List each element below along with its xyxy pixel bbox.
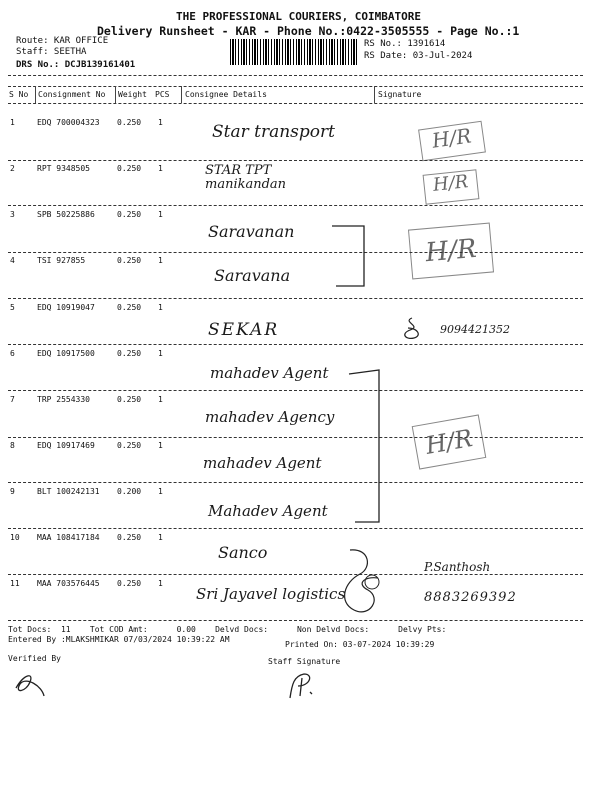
row-weight: 0.250 <box>117 210 142 219</box>
row-divider <box>8 344 583 345</box>
row-consignee-handwritten: mahadev Agent <box>203 454 322 472</box>
row-pcs: 1 <box>158 303 163 312</box>
row-consignment: RPT 9348505 <box>37 164 90 173</box>
row-weight: 0.250 <box>117 441 142 450</box>
row-signature-stamp: H/R <box>408 223 494 280</box>
row-weight: 0.250 <box>117 579 142 588</box>
row-sno: 10 <box>10 533 20 542</box>
row-pcs: 1 <box>158 441 163 450</box>
drs-number: DRS No.: DCJB139161401 <box>16 60 136 70</box>
row-divider <box>8 482 583 483</box>
row-sno: 7 <box>10 395 15 404</box>
row-pcs: 1 <box>158 579 163 588</box>
row-consignment: TSI 927855 <box>37 256 86 265</box>
company-name: THE PROFESSIONAL COURIERS, COIMBATORE <box>176 10 422 23</box>
col-header-pcs: PCS <box>155 90 170 99</box>
staff-label: Staff: SEETHA <box>16 47 87 57</box>
row-sno: 2 <box>10 164 15 173</box>
row-pcs: 1 <box>158 164 163 173</box>
row-pcs: 1 <box>158 210 163 219</box>
printed-on: Printed On: 03-07-2024 10:39:29 <box>285 640 435 649</box>
row-signature-stamp: H/R <box>423 169 480 204</box>
row-consignee-handwritten: mahadev Agency <box>205 408 335 426</box>
signature-scribble <box>398 316 426 342</box>
row-pcs: 1 <box>158 395 163 404</box>
row-weight: 0.250 <box>117 395 142 404</box>
entered-by: Entered By :MLAKSHMIKAR 07/03/2024 10:39:22 AM <box>8 635 230 644</box>
col-header-weight: Weight <box>118 90 147 99</box>
row-weight: 0.250 <box>117 118 142 127</box>
row-signature-handwritten: P.Santhosh <box>424 560 491 574</box>
row-divider <box>8 620 583 621</box>
row-consignee-handwritten: Sri Jayavel logistics <box>196 585 346 603</box>
route-label: Route: KAR OFFICE <box>16 36 109 46</box>
row-sno: 5 <box>10 303 15 312</box>
row-pcs: 1 <box>158 256 163 265</box>
row-sno: 1 <box>10 118 15 127</box>
row-consignee-handwritten: Sanco <box>218 543 268 562</box>
row-consignee-handwritten: STAR TPT manikandan <box>205 163 287 192</box>
row-sno: 11 <box>10 579 20 588</box>
row-divider <box>8 574 583 575</box>
col-header-sno: S No <box>9 90 29 99</box>
row-consignee-handwritten: Saravana <box>214 266 291 285</box>
row-consignee-handwritten: Star transport <box>212 122 335 142</box>
row-divider <box>8 205 583 206</box>
row-consignment: TRP 2554330 <box>37 395 90 404</box>
rs-number: RS No.: 1391614 <box>364 39 446 49</box>
column-divider <box>35 86 36 103</box>
rs-date: RS Date: 03-Jul-2024 <box>364 51 473 61</box>
row-divider <box>8 437 583 438</box>
row-pcs: 1 <box>158 118 163 127</box>
row-divider <box>8 390 583 391</box>
sheet-title: Delivery Runsheet - KAR - Phone No.:0422-3505555 - Page No.:1 <box>97 24 520 38</box>
row-weight: 0.250 <box>117 349 142 358</box>
col-header-consignment: Consignment No <box>38 90 106 99</box>
col-header-signature: Signature <box>378 90 422 99</box>
row-consignment: EDQ 10919047 <box>37 303 95 312</box>
rule <box>8 86 583 87</box>
row-sno: 9 <box>10 487 15 496</box>
row-weight: 0.250 <box>117 533 142 542</box>
bracket-mark <box>345 364 395 526</box>
row-consignment: BLT 100242131 <box>37 487 100 496</box>
row-pcs: 1 <box>158 533 163 542</box>
staff-signature <box>282 668 322 702</box>
row-sno: 6 <box>10 349 15 358</box>
row-signature-stamp: H/R <box>418 121 486 162</box>
row-sno: 8 <box>10 441 15 450</box>
row-signature-phone: 8883269392 <box>424 590 517 605</box>
rule <box>8 75 583 76</box>
row-consignee-handwritten: Mahadev Agent <box>208 502 328 520</box>
row-consignee-handwritten: SEKAR <box>208 320 280 340</box>
row-consignment: MAA 108417184 <box>37 533 100 542</box>
column-divider <box>115 86 116 103</box>
signature-scribble <box>330 548 390 624</box>
row-weight: 0.250 <box>117 256 142 265</box>
row-signature-stamp: H/R <box>412 414 487 469</box>
row-divider <box>8 160 583 161</box>
verified-by-label: Verified By <box>8 654 61 663</box>
row-weight: 0.250 <box>117 164 142 173</box>
row-signature-phone: 9094421352 <box>440 323 510 336</box>
row-sno: 4 <box>10 256 15 265</box>
totals-line: Tot Docs: 11 Tot COD Amt: 0.00 Delvd Docs: Non Delvd Docs: Delvy Pts: <box>8 625 447 634</box>
column-divider <box>181 86 182 103</box>
row-pcs: 1 <box>158 487 163 496</box>
column-divider <box>374 86 375 103</box>
row-divider <box>8 298 583 299</box>
row-consignment: EDQ 10917469 <box>37 441 95 450</box>
row-sno: 3 <box>10 210 15 219</box>
row-consignee-handwritten: mahadev Agent <box>210 364 329 382</box>
staff-signature-label: Staff Signature <box>268 657 341 666</box>
row-divider <box>8 528 583 529</box>
barcode <box>230 39 358 65</box>
row-weight: 0.250 <box>117 303 142 312</box>
row-weight: 0.200 <box>117 487 142 496</box>
bracket-mark <box>330 222 370 292</box>
verifier-signature <box>10 668 50 700</box>
row-divider <box>8 252 583 253</box>
row-consignment: MAA 703576445 <box>37 579 100 588</box>
row-consignment: EDQ 700004323 <box>37 118 100 127</box>
row-consignee-handwritten: Saravanan <box>208 222 295 241</box>
row-pcs: 1 <box>158 349 163 358</box>
rule <box>8 103 583 104</box>
row-consignment: EDQ 10917500 <box>37 349 95 358</box>
row-consignment: SPB 50225886 <box>37 210 95 219</box>
col-header-consignee: Consignee Details <box>185 90 267 99</box>
